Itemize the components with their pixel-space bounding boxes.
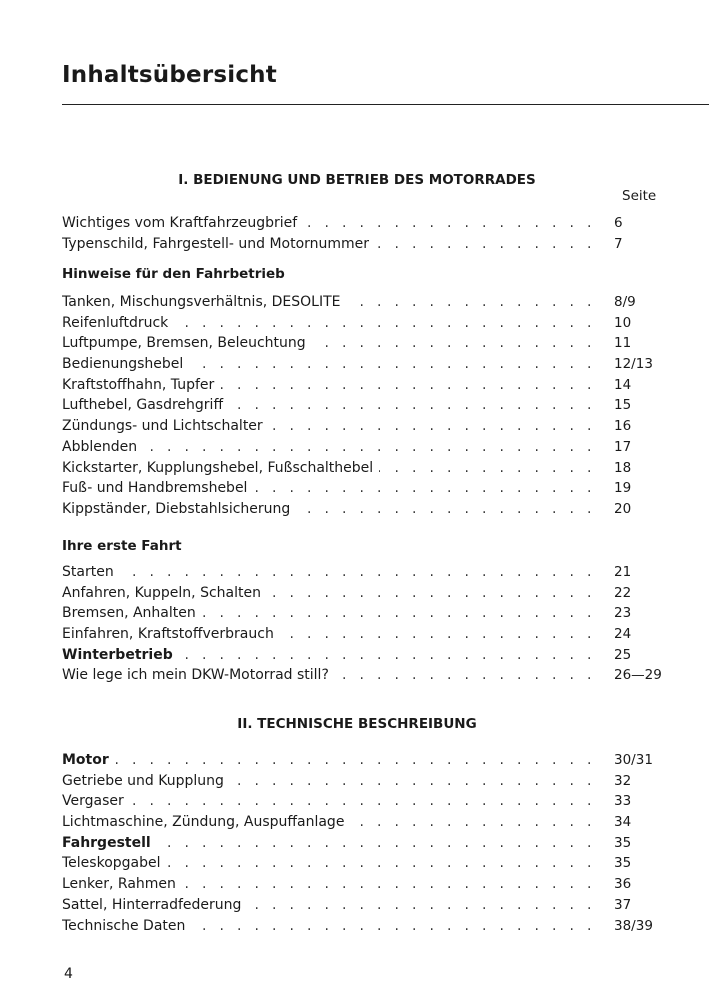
toc-entry-label: Zündungs- und Lichtschalter <box>62 418 269 434</box>
group-heading-fahrbetrieb: Hinweise für den Fahrbetrieb <box>62 266 285 282</box>
toc-entry-page: 15 <box>614 395 631 416</box>
toc-entry <box>62 853 662 874</box>
toc-entry-label: Lenker, Rahmen <box>62 876 182 892</box>
toc-entry <box>62 313 662 334</box>
toc-entry-page: 34 <box>614 812 631 833</box>
toc-list <box>62 562 662 686</box>
toc-entry-label: Abblenden <box>62 439 143 455</box>
group-heading-erste-fahrt: Ihre erste Fahrt <box>62 538 182 554</box>
toc-entry <box>62 333 662 354</box>
toc-entry <box>62 645 662 666</box>
toc-entry-label: Fahrgestell <box>62 835 157 851</box>
toc-entry-label: Lichtmaschine, Zündung, Auspuffanlage <box>62 814 350 830</box>
toc-entry <box>62 665 662 686</box>
toc-entry-label: Starten <box>62 564 120 580</box>
toc-entry <box>62 354 662 375</box>
toc-entry <box>62 916 662 937</box>
toc-entry-label: Motor <box>62 752 115 768</box>
toc-entry-label: Luftpumpe, Bremsen, Beleuchtung <box>62 335 312 351</box>
toc-entry-label: Getriebe und Kupplung <box>62 773 230 789</box>
toc-entry <box>62 213 662 234</box>
toc-entry-page: 11 <box>614 333 631 354</box>
toc-entry <box>62 375 662 396</box>
toc-list <box>62 213 662 254</box>
toc-entry-label: Reifenluftdruck <box>62 315 174 331</box>
toc-entry-label: Kickstarter, Kupplungshebel, Fußschalthebel <box>62 460 379 476</box>
toc-entry-page: 35 <box>614 853 631 874</box>
toc-entry-label: Wie lege ich mein DKW-Motorrad still? <box>62 667 335 683</box>
toc-entry <box>62 791 662 812</box>
toc-entry-label: Fuß- und Handbremshebel <box>62 480 253 496</box>
toc-entry <box>62 234 662 255</box>
leader-dots <box>62 562 594 583</box>
toc-list <box>62 292 662 520</box>
toc-entry-label: Tanken, Mischungsverhältnis, DESOLITE <box>62 294 347 310</box>
toc-entry-page: 22 <box>614 583 631 604</box>
leader-dots <box>62 750 594 771</box>
toc-entry-label: Kraftstoffhahn, Tupfer <box>62 377 220 393</box>
toc-entry-label: Sattel, Hinterradfederung <box>62 897 247 913</box>
toc-entry <box>62 292 662 313</box>
toc-entry <box>62 750 662 771</box>
toc-list <box>62 750 662 936</box>
section-heading-2: II. TECHNISCHE BESCHREIBUNG <box>237 716 477 732</box>
toc-entry-page: 32 <box>614 771 631 792</box>
toc-entry <box>62 562 662 583</box>
toc-entry <box>62 812 662 833</box>
toc-entry-page: 12/13 <box>614 354 653 375</box>
toc-entry-page: 6 <box>614 213 623 234</box>
toc-entry-page: 17 <box>614 437 631 458</box>
toc-entry-page: 36 <box>614 874 631 895</box>
toc-entry-label: Kippständer, Diebstahlsicherung <box>62 501 296 517</box>
section-heading-1: I. BEDIENUNG UND BETRIEB DES MOTORRADES <box>178 172 536 188</box>
toc-entry-page: 38/39 <box>614 916 653 937</box>
toc-entry-page: 19 <box>614 478 631 499</box>
toc-entry <box>62 458 662 479</box>
toc-entry-page: 35 <box>614 833 631 854</box>
toc-entry <box>62 437 662 458</box>
toc-entry <box>62 624 662 645</box>
toc-entry <box>62 874 662 895</box>
toc-entry-label: Wichtiges vom Kraftfahrzeugbrief <box>62 215 303 231</box>
toc-entry-label: Anfahren, Kuppeln, Schalten <box>62 585 267 601</box>
toc-entry <box>62 395 662 416</box>
toc-entry-label: Bremsen, Anhalten <box>62 605 202 621</box>
page-number: 4 <box>64 966 73 982</box>
toc-entry-page: 16 <box>614 416 631 437</box>
toc-entry <box>62 416 662 437</box>
toc-entry <box>62 499 662 520</box>
toc-entry-page: 23 <box>614 603 631 624</box>
page-title: Inhaltsübersicht <box>62 62 277 88</box>
toc-entry <box>62 603 662 624</box>
toc-entry-page: 33 <box>614 791 631 812</box>
toc-entry-label: Vergaser <box>62 793 130 809</box>
toc-entry-label: Technische Daten <box>62 918 191 934</box>
toc-entry-label: Einfahren, Kraftstoffverbrauch <box>62 626 280 642</box>
leader-dots <box>62 791 594 812</box>
toc-entry-label: Bedienungshebel <box>62 356 189 372</box>
toc-entry-label: Lufthebel, Gasdrehgriff <box>62 397 229 413</box>
toc-entry-page: 20 <box>614 499 631 520</box>
toc-entry-label: Teleskopgabel <box>62 855 167 871</box>
toc-entry <box>62 895 662 916</box>
toc-entry-page: 8/9 <box>614 292 636 313</box>
toc-entry-page: 25 <box>614 645 631 666</box>
toc-entry <box>62 478 662 499</box>
toc-entry <box>62 833 662 854</box>
toc-entry-page: 24 <box>614 624 631 645</box>
title-divider <box>62 104 709 105</box>
toc-entry-page: 30/31 <box>614 750 653 771</box>
toc-entry-page: 10 <box>614 313 631 334</box>
toc-entry-page: 37 <box>614 895 631 916</box>
toc-entry <box>62 771 662 792</box>
toc-entry-label: Typenschild, Fahrgestell- und Motornummer <box>62 236 375 252</box>
toc-entry-page: 14 <box>614 375 631 396</box>
toc-entry-page: 18 <box>614 458 631 479</box>
toc-entry-page: 26—29 <box>614 665 662 686</box>
toc-entry-page: 21 <box>614 562 631 583</box>
page-column-label: Seite <box>622 188 657 204</box>
toc-entry <box>62 583 662 604</box>
toc-entry-page: 7 <box>614 234 623 255</box>
toc-entry-label: Winterbetrieb <box>62 647 179 663</box>
